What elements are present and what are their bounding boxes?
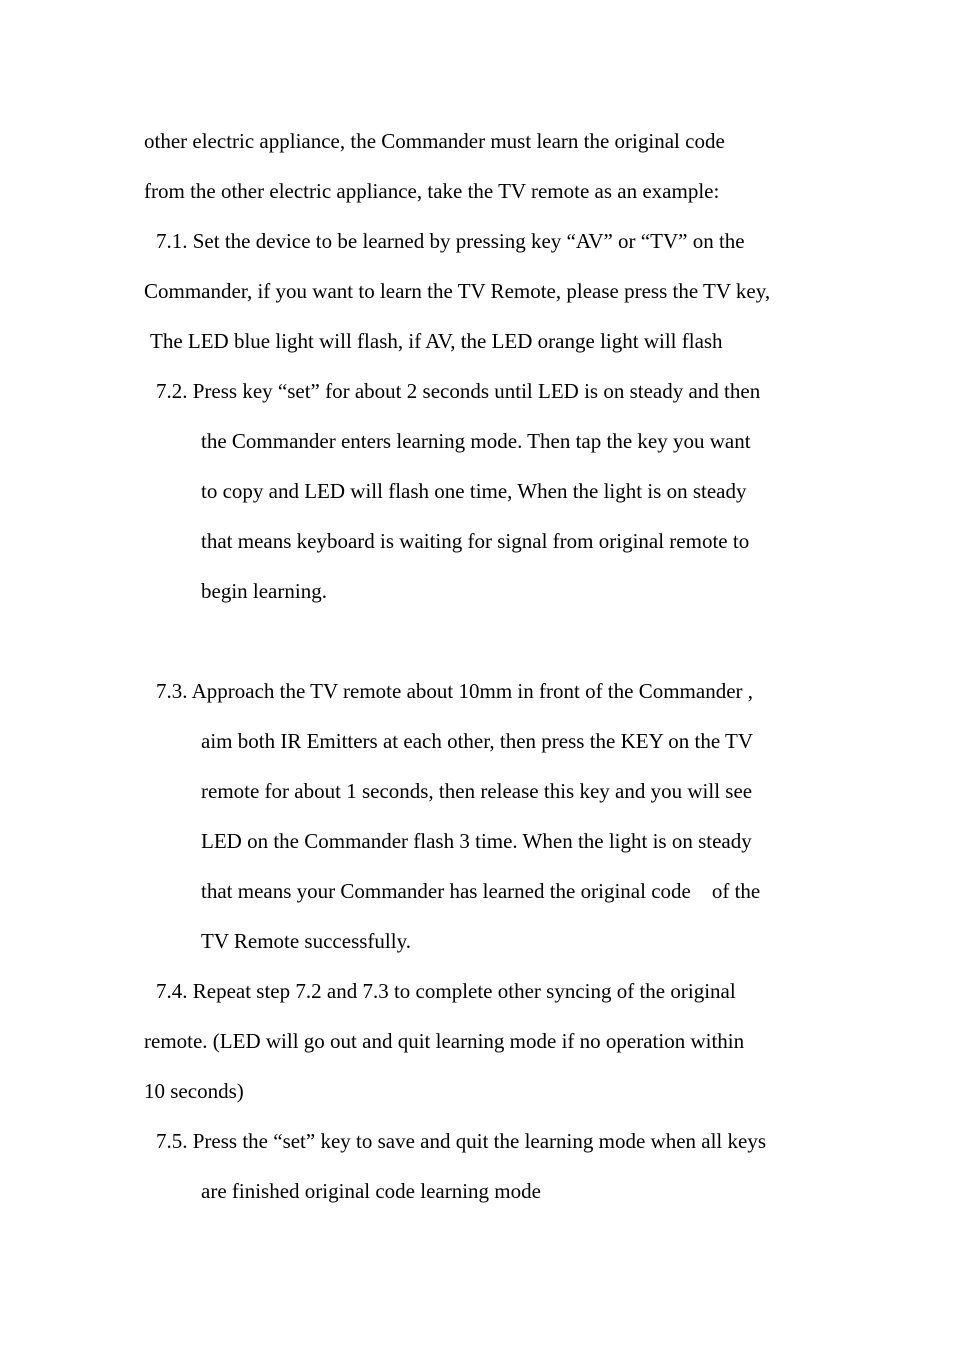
text-line: Commander, if you want to learn the TV Remote, please press the TV key, [144, 279, 771, 303]
list-item-7-3: 7.3. Approach the TV remote about 10mm in front of the Commander , [156, 679, 754, 703]
list-item-7-4: 7.4. Repeat step 7.2 and 7.3 to complete other syncing of the original [156, 979, 736, 1003]
text-line: aim both IR Emitters at each other, then press the KEY on the TV [201, 729, 754, 753]
text-line: are finished original code learning mode [201, 1179, 541, 1203]
text-line: that means keyboard is waiting for signal from original remote to [201, 529, 750, 553]
text-line: 10 seconds) [144, 1079, 244, 1103]
text-line: the Commander enters learning mode. Then tap the key you want [201, 429, 751, 453]
text-line: to copy and LED will flash one time, When the light is on steady [201, 479, 747, 503]
text-line: The LED blue light will flash, if AV, the LED orange light will flash [150, 329, 723, 353]
text-line: LED on the Commander flash 3 time. When the light is on steady [201, 829, 752, 853]
list-item-7-2: 7.2. Press key “set” for about 2 seconds until LED is on steady and then [156, 379, 761, 403]
text-line: other electric appliance, the Commander must learn the original code [144, 129, 725, 153]
list-item-7-1: 7.1. Set the device to be learned by pressing key “AV” or “TV” on the [156, 229, 745, 253]
text-line: remote. (LED will go out and quit learning mode if no operation within [144, 1029, 745, 1053]
text-line: TV Remote successfully. [201, 929, 411, 953]
text-line: remote for about 1 seconds, then release this key and you will see [201, 779, 753, 803]
text-line: from the other electric appliance, take the TV remote as an example: [144, 179, 720, 203]
text-line: begin learning. [201, 579, 327, 603]
text-line: that means your Commander has learned the original code of the [201, 879, 761, 903]
list-item-7-5: 7.5. Press the “set” key to save and quit the learning mode when all keys [156, 1129, 767, 1153]
